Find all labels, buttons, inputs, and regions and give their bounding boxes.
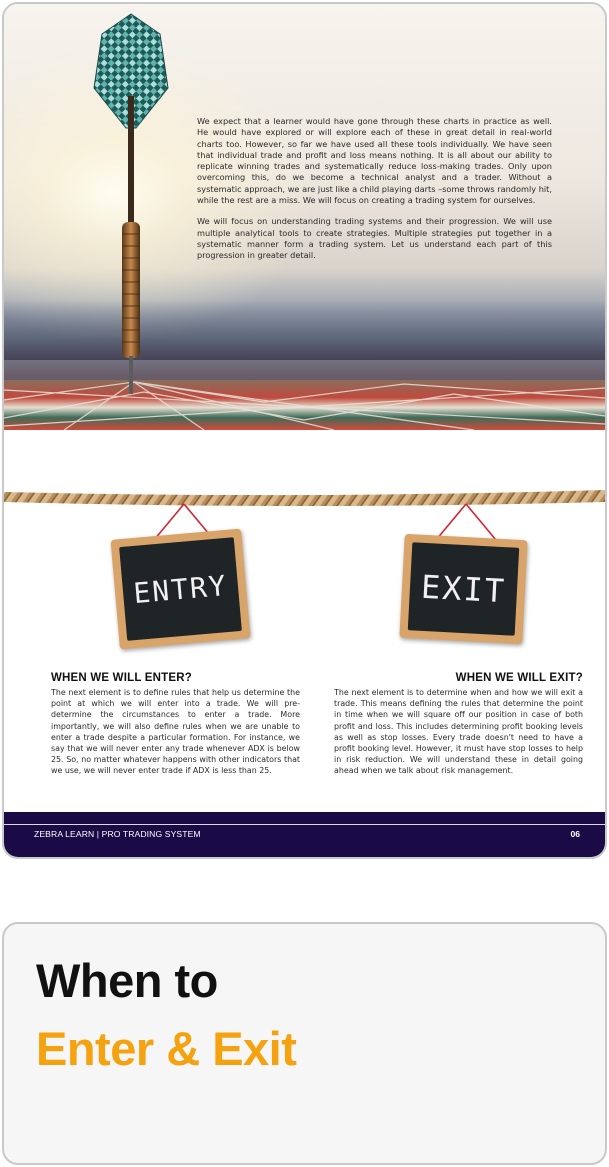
intro-paragraph-2: We will focus on understanding trading systems and their progression. We will use multiple analytical tools to create strategies. Multiple strategies put together in a systematic manner form a trading system. Let us understand each part of this progression in greater detail. [197, 216, 552, 261]
caption-title-line2: Enter & Exit [36, 1022, 297, 1075]
exit-body: The next element is to determine when and how we will exit a trade. This means defining the rules that determine the point in time when we will square off our position in case of both profit and loss. This includes determining profit booking levels as well as stop losses. Every trade doesn't need to have a profit booking level. However, it must have stop losses to help in risk reduction. We will understand these in detail going ahead when we talk about risk management. [334, 688, 583, 776]
intro-text [197, 116, 552, 262]
enter-section [51, 672, 300, 777]
enter-heading: WHEN WE WILL ENTER? [51, 672, 192, 684]
exit-sign-image [399, 534, 527, 644]
exit-section [334, 672, 583, 777]
page-footer [4, 812, 605, 859]
caption-card [2, 922, 607, 1165]
footer-brand: ZEBRA LEARN | PRO TRADING SYSTEM [34, 829, 201, 839]
page-number: 06 [570, 829, 580, 839]
dart-image [90, 10, 172, 394]
exit-sign-label: EXIT [408, 542, 519, 635]
exit-heading: WHEN WE WILL EXIT? [455, 672, 583, 684]
hero-image [4, 4, 605, 430]
entry-sign-image [110, 529, 250, 650]
enter-body: The next element is to define rules that help us determine the point at which we will enter into a trade. We will pre-determine the circumstances to enter a trade. More importantly, we will also define rules when we are unable to enter a trade despite a particular formation. For instance, we say that we will never enter any trade whenever ADX is below 25. So, no matter whatever happens with other indicators that we use, we will never enter trade if ADX is less than 25. [51, 688, 300, 776]
document-page [2, 2, 607, 859]
caption-title-line1: When to [36, 954, 218, 1007]
footer-divider [4, 824, 605, 825]
intro-paragraph-1: We expect that a learner would have gone through these charts in practice as well. He would have explored or will explore each of these in great detail in real-world charts too. However, so far we have used all these tools individually. We have seen that individual trade and profit and loss means nothing. It is all about our ability to replicate winning trades and systematically reduce loss-making trades. Only upon overcoming this, do we become a technical analyst and a trader. Without a systematic approach, we are just like a child playing darts –some throws randomly hit, while the rest are a miss. We will focus on creating a trading system for ourselves. [197, 116, 552, 206]
entry-sign-label: ENTRY [119, 537, 242, 641]
